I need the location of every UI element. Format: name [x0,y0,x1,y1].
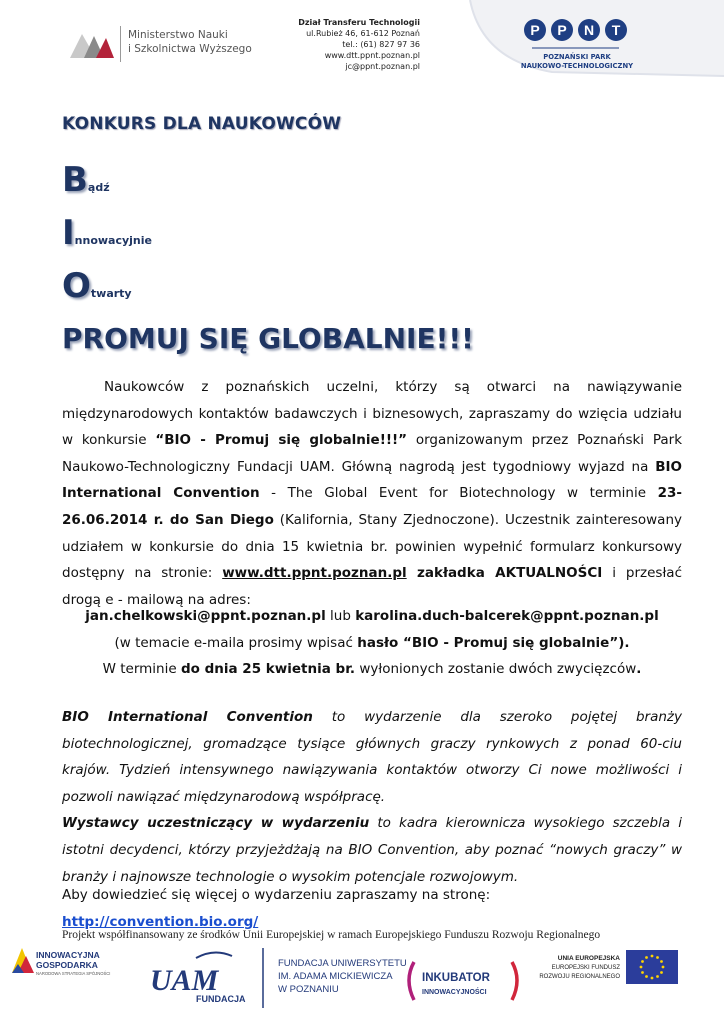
ue-line-3: ROZWOJU REGIONALNEGO [539,974,620,980]
or-text: lub [325,608,356,624]
eu-star-icon [641,971,644,974]
deadline-text-1: W terminie [102,661,181,678]
footer-logos [0,940,724,1024]
dtt-email[interactable]: jc@ppnt.poznan.pl [345,62,420,71]
eu-star-icon [660,960,663,963]
intro-text-3: - The Global Event for Biotechnology w terminie [259,485,658,502]
ppnt-letter-4: T [611,22,621,38]
dtt-phone: tel.: (61) 827 97 36 [342,40,420,49]
uam-fundacja-logo [150,952,246,1004]
ministry-line-1: Ministerstwo Nauki [128,29,228,41]
subject-text: (w temacie e-maila prosimy wpisać [114,634,358,651]
acronym-b-row [62,160,110,200]
ue-line-1: UNIA EUROPEJSKA [557,955,620,962]
ppnt-line-1: POZNAŃSKI PARK [543,53,611,61]
eu-star-icon [640,966,643,969]
ministry-line-2: i Szkolnictwa Wyższego [128,43,252,55]
uam-logo-text: UAM [150,964,219,997]
ppnt-letter-2: P [557,22,567,38]
ministry-emblem-icon [70,30,114,58]
acronym-letter-i: I [62,213,75,253]
deadline-text-2: wyłonionych zostanie dwóch zwycięzców [355,661,637,678]
ppnt-letter-1: P [530,22,540,38]
eu-star-icon [651,977,654,980]
ministry-logo [62,16,274,68]
ig-line-3: NARODOWA STRATEGIA SPÓJNOŚCI [36,971,111,976]
convention-description [62,704,682,890]
email-line [62,603,682,630]
intro-text-4: (Kalifornia, Stany Zjednoczone). Uczestnik zainteresowany udziałem w konkursie do dnia 15 kwietnia br. powinien wypełnić formularz konkursowy dostępny na stronie: [62,511,682,582]
news-tab-text: zakładka AKTUALNOŚCI [406,565,603,582]
deadline-date: do dnia 25 kwietnia br. [180,661,356,678]
ppnt-badge-icon [462,0,724,90]
dtt-contact [290,17,420,72]
dtt-website-link[interactable]: www.dtt.ppnt.poznan.pl [222,565,407,582]
acronym-word-i: nnowacyjnie [74,234,152,247]
subject-password: hasło “BIO - Promuj się globalnie”). [357,634,630,651]
intro-paragraph [62,374,682,613]
contest-heading: KONKURS DLA NAUKOWCÓW [62,114,342,134]
subject-line [62,630,682,657]
intro-text-5: i przesłać drogą e - mailową na adres: [62,565,682,608]
ppnt-subtitle [446,53,708,71]
project-funding-note: Projekt współfinansowany ze środków Unii Europejskiej w ramach Europejskiego Funduszu Rozwoju Regionalnego [62,929,601,941]
eu-logo [539,950,678,984]
convention-text: to wydarzenie dla szeroko pojętej branży biotechnologicznej, gromadzące tysiące głównych graczy rynkowych z ponad 60-ciu krajów. Tydzień intensywnego nawiązywania kontaktów otworzy Ci nowe możliwości i pozwoli nawiązać międzynarodową współpracę. [62,709,682,805]
acronym-o-row [62,266,132,306]
email-2-link[interactable]: karolina.duch-balcerek@ppnt.poznan.pl [355,608,659,624]
ppnt-logo [462,0,724,90]
deadline-period: . [636,661,642,678]
dtt-web[interactable]: www.dtt.ppnt.poznan.pl [324,51,420,60]
fu-line-1: FUNDACJA UNIWERSYTETU [278,958,407,969]
fundacja-uam-text [278,958,407,995]
more-info-text: Aby dowiedzieć się więcej o wydarzeniu zapraszamy na stronę: [62,887,491,903]
eu-star-icon [645,975,648,978]
fu-line-3: W POZNANIU [278,984,339,995]
ministry-divider [120,26,121,62]
uam-sub-text: FUNDACJA [196,994,246,1004]
eu-star-icon [656,956,659,959]
contact-block [62,603,682,683]
deadline-line [62,656,682,683]
ig-line-2: GOSPODARKA [36,960,98,970]
eu-star-icon [641,960,644,963]
event-dates: 23-26.06.2014 r. do San Diego [62,485,682,528]
convention-title: BIO International Convention [62,709,313,725]
ig-line-1: INNOWACYJNA [36,950,100,960]
eu-star-icon [660,971,663,974]
intro-text-2: organizowanym przez Poznański Park Naukowo-Technologiczny Fundacji UAM. Główną nagrodą jest tygodniowy wyjazd na [62,432,683,475]
exhibitors-title: Wystawcy uczestniczący w wydarzeniu [62,815,370,832]
acronym-word-b: ądź [87,181,110,194]
ppnt-line-2: NAUKOWO-TECHNOLOGICZNY [520,62,634,70]
more-info-line [62,882,682,935]
eu-star-icon [662,966,665,969]
eu-star-icon [651,955,654,958]
intro-text-1: Naukowców z poznańskich uczelni, którzy są otwarci na nawiązywanie międzynarodowych kontaktów badawczych i biznesowych, zapraszamy do wzięcia udziału w konkursie [62,379,682,449]
acronym-letter-o: O [62,266,91,306]
ink-line-1: INKUBATOR [422,972,490,984]
email-1-link[interactable]: jan.chelkowski@ppnt.poznan.pl [85,608,326,624]
ue-line-2: EUROPEJSKI FUNDUSZ [551,965,620,971]
dtt-address: ul.Rubież 46, 61-612 Poznań [306,29,420,38]
exhibitors-text: to kadra kierownicza wysokiego szczebla i istotni decydenci, którzy przyjeżdżają na BIO Convention, aby poznać “nowych graczy” w branży i najnowsze technologie o wysokim potencjale rozwojowym. [62,815,682,885]
ink-line-2: INNOWACYJNOŚCI [422,989,487,996]
innowacyjna-gospodarka-logo [12,948,110,976]
ministry-name [128,28,252,56]
eu-star-icon [645,956,648,959]
inkubator-logo [409,962,517,1000]
acronym-letter-b: B [62,160,88,200]
convention-name: BIO International Convention [62,458,682,502]
eu-star-icon [656,975,659,978]
contest-name: “BIO - Promuj się globalnie!!!” [155,432,408,449]
acronym-i-row [62,213,152,253]
fu-line-2: IM. ADAMA MICKIEWICZA [278,971,393,982]
convention-website-link[interactable]: http://convention.bio.org/ [62,913,259,930]
dtt-name: Dział Transferu Technologii [298,18,420,27]
acronym-word-o: twarty [90,287,132,300]
ppnt-letter-3: N [583,22,595,38]
promote-heading: PROMUJ SIĘ GLOBALNIE!!! [62,322,474,355]
